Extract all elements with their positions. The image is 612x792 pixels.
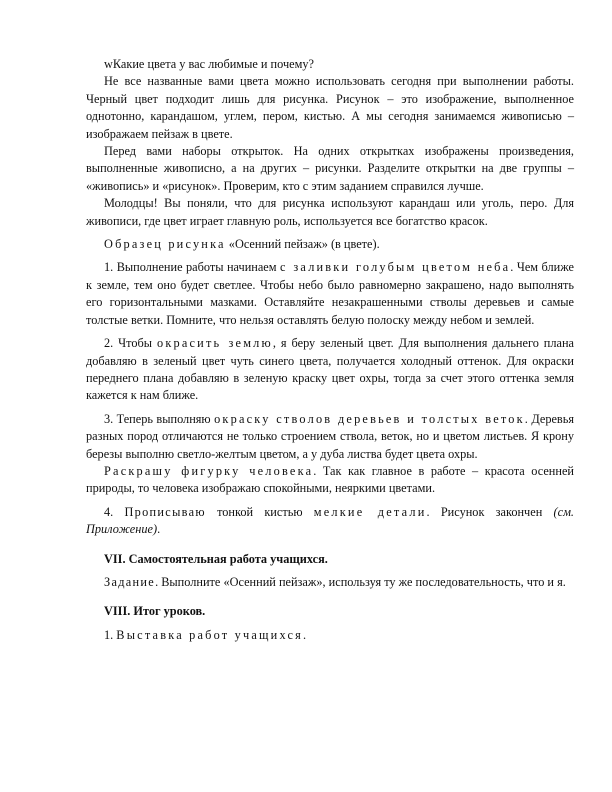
step-4-end: . [157,522,161,537]
step-figure [86,463,574,498]
step-4-text-1: тонкой кистью [205,504,314,519]
exhibition-end: . [302,627,307,642]
step-2-text: , я беру зеленый цвет. Для выполнения дальнего плана добавляю в зеленый цвет чуть синего цвета, получается холодный оттенок. Для окраски переднего плана добавляю в зеленую краску цвет охры, тогда за счет этого оттенка земля кажется к нам ближе. [86,336,575,403]
paragraph-praise: Молодцы! Вы поняли, что для рисунка используют карандаш или уголь, перо. Для живописи, где цвет играет главную роль, используется все богатство красок. [86,196,574,228]
document-body [86,56,574,644]
step-4-spaced-1: Прописываю [124,504,206,519]
step-2-lead: 2. Чтобы [104,336,157,351]
paragraph-colors: Не все названные вами цвета можно использовать сегодня при выполнении работы. Черный цвет подходит лишь для рисунка. Рисунок – это изображение, выполненное однотонно, карандашом, углем, пером, кистью. А мы сегодня занимаемся живописью – изображаем пейзаж в цвете. [86,74,574,141]
exhibition-lead: 1. [104,627,117,642]
step-3 [86,411,574,463]
sample-heading-spaced: Образец рисунка [104,237,226,252]
sample-heading [86,236,574,253]
paragraph-postcards: Перед вами наборы открыток. На одних открытках изображены произведения, выполненные живописно, а на других – рисунки. Разделите открытки на две группы – «живопись» и «рисунок». Проверим, кто с этим заданием справился лучше. [86,144,574,193]
question-line: wКакие цвета у вас любимые и почему? [104,57,314,71]
step-1-spaced: с заливки голубым цветом неба [280,260,511,275]
section-8-heading: VIII. Итог уроков. [104,604,206,619]
step-4 [86,504,574,539]
step-figure-text: . Так как главное в работе – красота осенней природы, то человека изображаю спокойными, неяркими цветами. [86,463,574,496]
step-4-spaced-2: мелкие детали [313,504,427,519]
section-7-heading: VII. Самостоятельная работа учащихся. [104,551,328,566]
step-2 [86,335,574,405]
exhibition-line [86,627,574,644]
step-2-spaced: окрасить землю [156,336,273,351]
step-figure-spaced: Раскрашу фигурку человека [104,463,314,478]
step-4-text-2: . Рисунок закончен [426,504,554,519]
step-3-text: . Деревья разных пород отличаются не только строением ствола, веток, но и цветом листьев. Я крону березы выполню светло-желтым цветом, а у дуба листва будет цвета охры. [86,411,574,461]
step-1-text: . Чем ближе к земле, тем оно будет светлее. Чтобы небо было равномерно закрашено, надо выполнять его горизонтальными мазками. Оставляйте незакрашенными стволы деревьев и самые толстые ветки. Помните, что нельзя оставлять белую полоску между небом и землей. [86,260,574,327]
task-spaced: Задание [104,574,156,589]
step-3-spaced: окраску стволов деревьев и толстых веток [214,411,525,426]
step-1 [86,259,574,329]
exhibition-spaced: Выставка работ учащихся [116,627,303,642]
step-1-lead: 1. Выполнение работы начинаем [104,260,281,275]
task-text: . Выполните «Осенний пейзаж», используя ту же последовательность, что и я. [155,574,566,589]
task-paragraph [86,574,574,591]
step-4-appendix-ref: (см. Приложение) [86,504,575,537]
sample-heading-rest: «Осенний пейзаж» (в цвете). [225,237,380,252]
step-4-lead: 4. [104,504,125,519]
step-3-lead: 3. Теперь выполняю [104,411,215,426]
